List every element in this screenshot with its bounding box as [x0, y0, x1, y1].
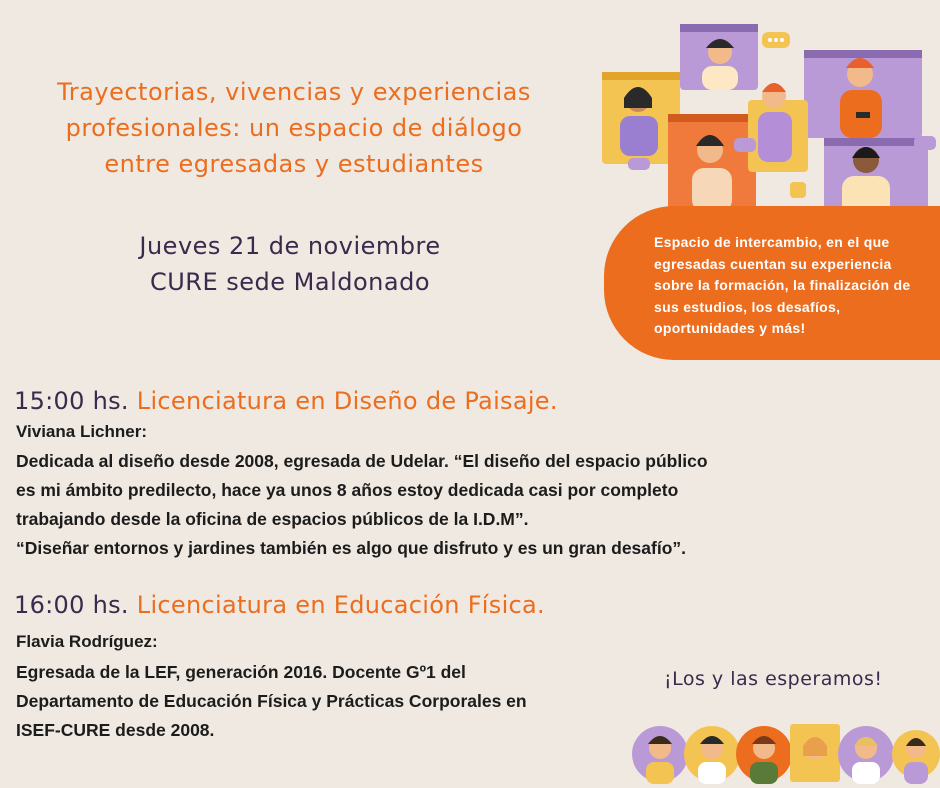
- bio-line: Egresada de la LEF, generación 2016. Docente Gº1 del: [16, 662, 466, 682]
- slot-time: 16:00 hs.: [14, 591, 129, 619]
- closing-message: ¡Los y las esperamos!: [664, 668, 883, 690]
- title-line: profesionales: un espacio de diálogo: [65, 114, 523, 142]
- bio-line: “Diseñar entornos y jardines también es algo que disfruto y es un gran desafío”.: [16, 538, 687, 558]
- people-faces-illustration: [630, 718, 940, 788]
- description-line: oportunidades y más!: [654, 320, 806, 336]
- description-line: Espacio de intercambio, en el que: [654, 234, 890, 250]
- event-title: [14, 74, 574, 182]
- title-line: entre egresadas y estudiantes: [104, 150, 484, 178]
- bio-line: Departamento de Educación Física y Prácticas Corporales en: [16, 691, 527, 711]
- slot-heading: [14, 590, 545, 620]
- bio-line: es mi ámbito predilecto, hace ya unos 8 años estoy dedicada casi por completo: [16, 480, 679, 500]
- speaker-bio: [16, 447, 786, 563]
- description-line: sobre la formación, la finalización de: [654, 277, 911, 293]
- bio-line: ISEF-CURE desde 2008.: [16, 720, 215, 740]
- bio-line: Dedicada al diseño desde 2008, egresada de Udelar. “El diseño del espacio público: [16, 451, 708, 471]
- slot-degree: Licenciatura en Educación Física.: [136, 591, 545, 619]
- title-line: Trayectorias, vivencias y experiencias: [57, 78, 531, 106]
- description-text: [654, 232, 936, 340]
- slot-degree: Licenciatura en Diseño de Paisaje.: [136, 387, 558, 415]
- speaker-name: Flavia Rodríguez:: [16, 632, 158, 651]
- bio-line: trabajando desde la oficina de espacios públicos de la I.D.M”.: [16, 509, 529, 529]
- slot-heading: [14, 386, 558, 416]
- speaker-name: Viviana Lichner:: [16, 422, 148, 441]
- slot-time: 15:00 hs.: [14, 387, 129, 415]
- event-place: CURE sede Maldonado: [149, 268, 431, 296]
- video-call-illustration: [598, 18, 940, 218]
- description-line: egresadas cuentan su experiencia: [654, 255, 892, 272]
- event-date: Jueves 21 de noviembre: [139, 232, 441, 260]
- event-date-place: [60, 228, 520, 300]
- description-line: sus estudios, los desafíos,: [654, 298, 841, 315]
